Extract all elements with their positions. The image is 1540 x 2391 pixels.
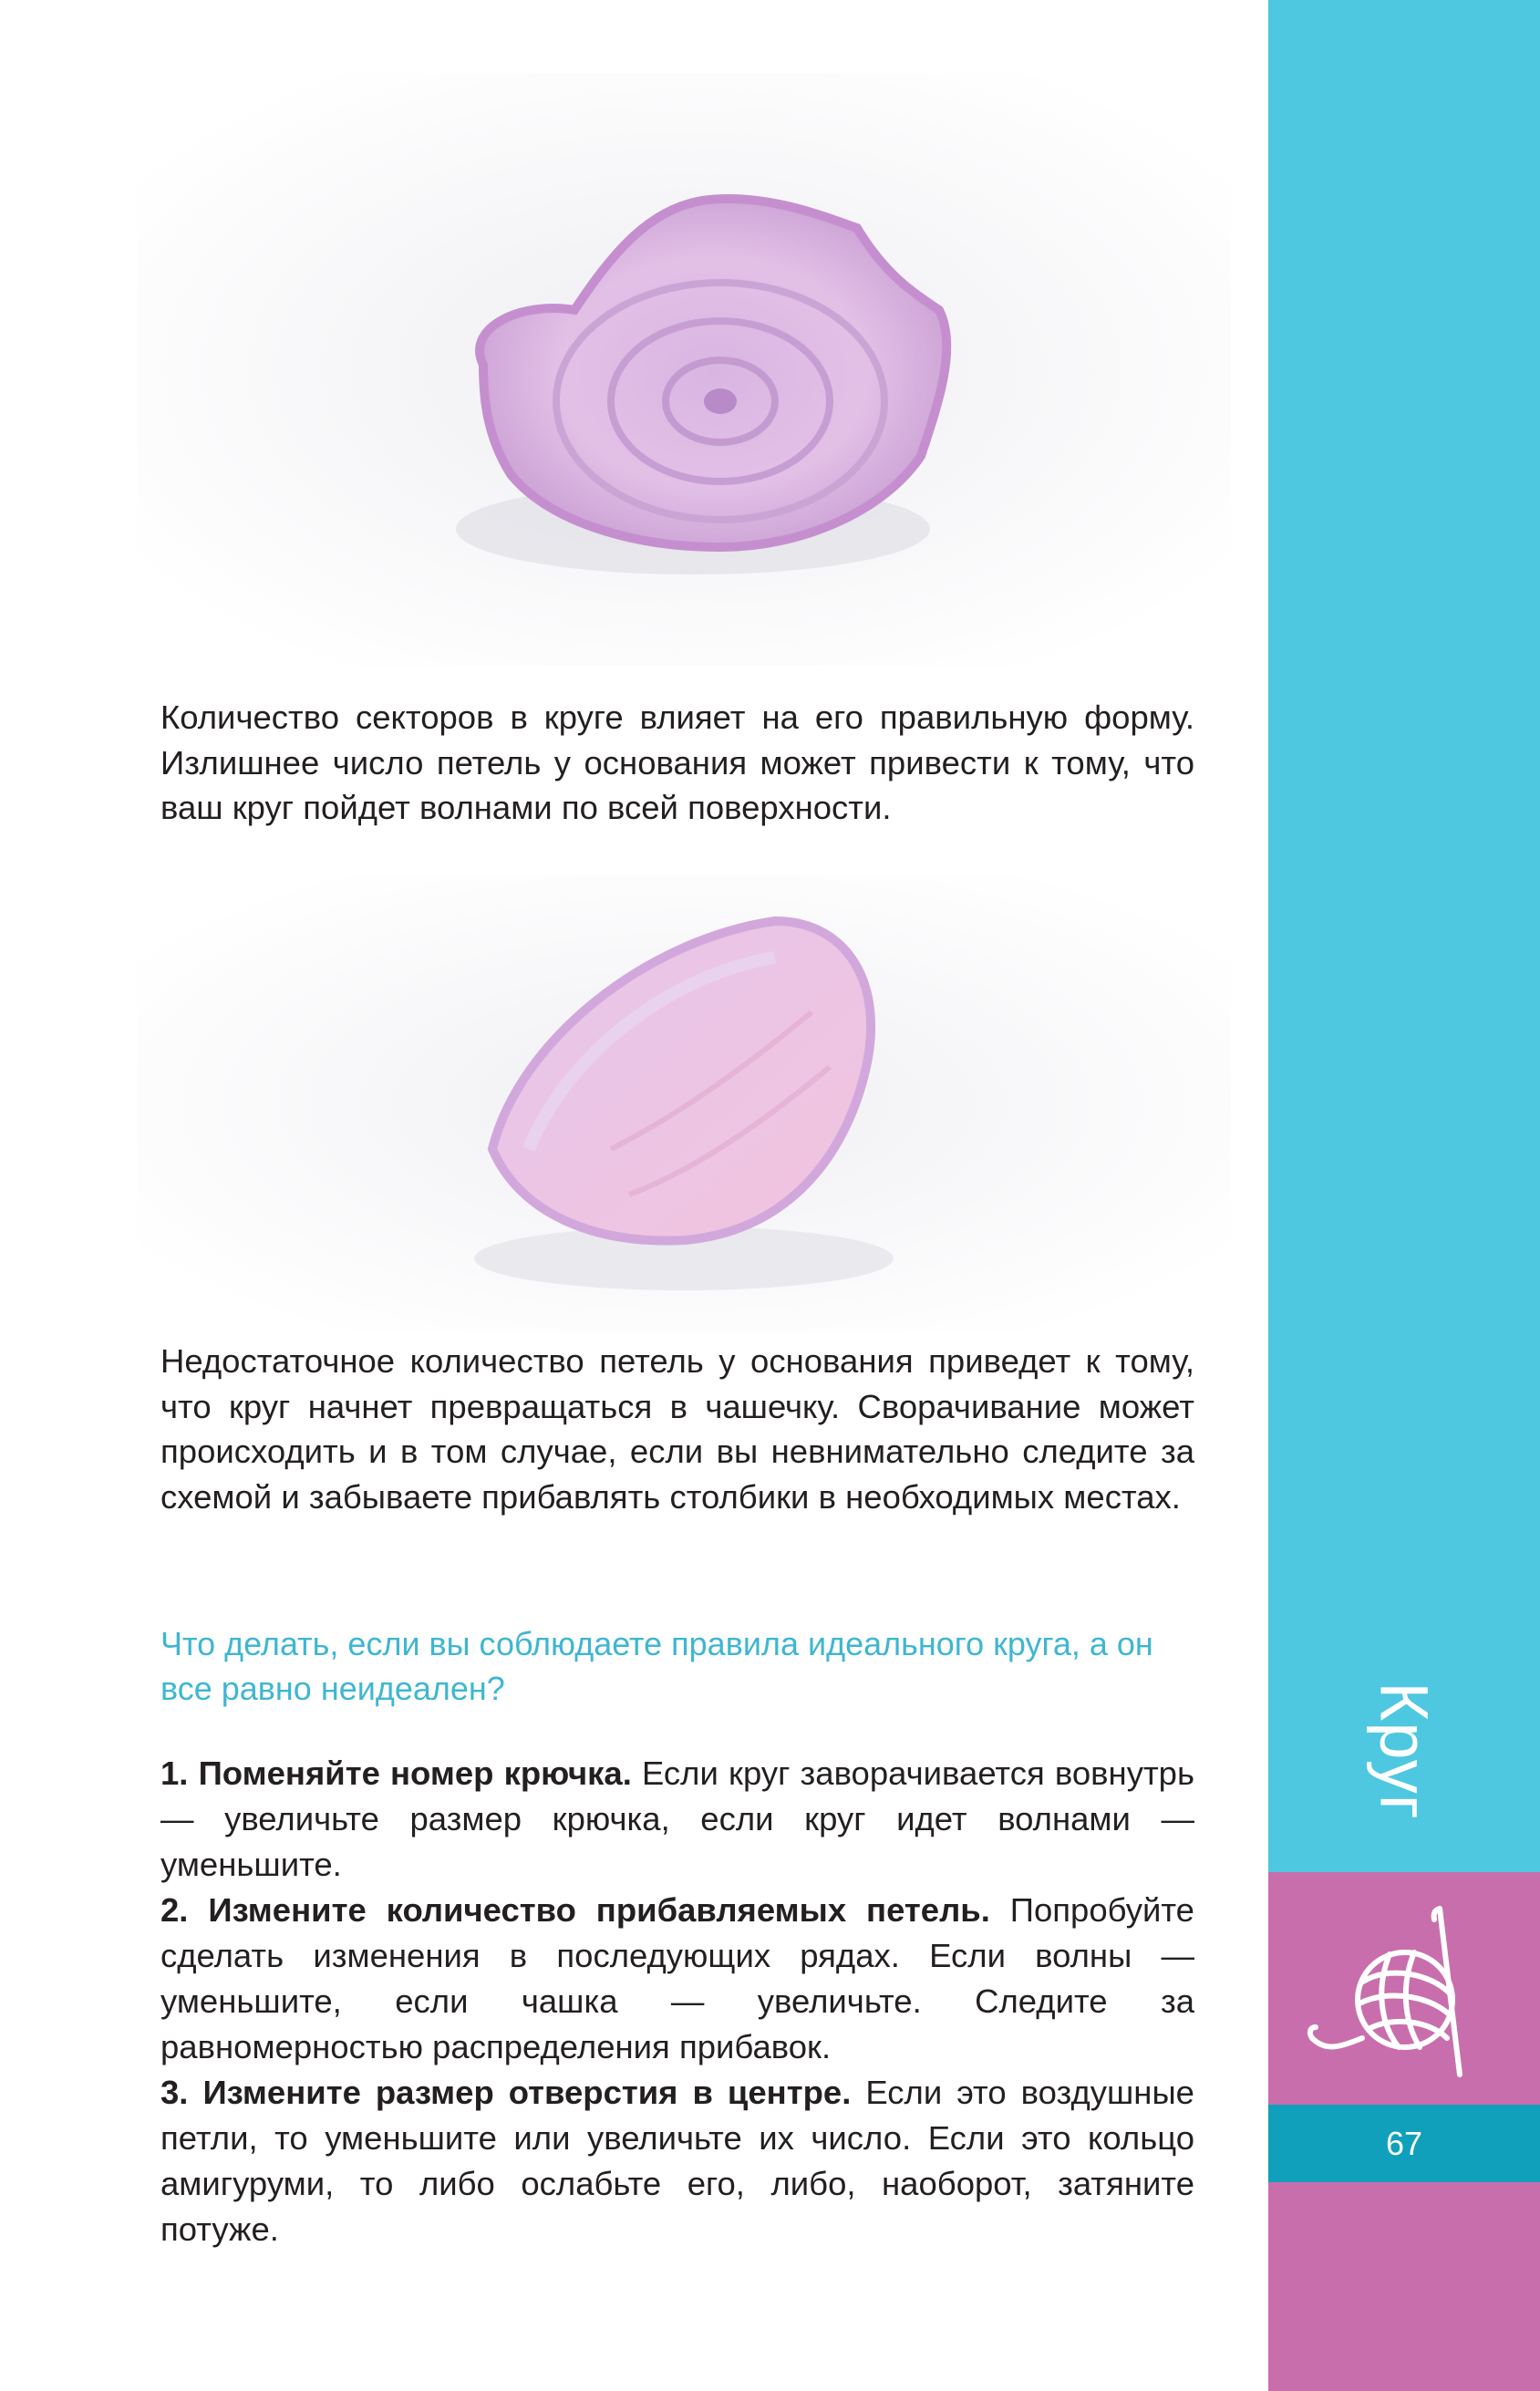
tip-item-1	[160, 1751, 1194, 1888]
photo-wavy-crochet-circle	[137, 73, 1231, 666]
tip-item-3	[160, 2070, 1194, 2252]
photo-cupped-crochet-circle	[137, 875, 1231, 1331]
tip-item-2	[160, 1888, 1194, 2070]
cupped-circle-illustration	[137, 875, 1231, 1331]
section-title: Круг	[1366, 1682, 1442, 1820]
page-number: 67	[1385, 2125, 1423, 2162]
paragraph-sectors: Количество секторов в круге влияет на его правильную форму. Излишнее число петель у основания может привести к тому, что ваш круг пойдет волнами по всей поверхности.	[160, 699, 1194, 826]
question-heading: Что делать, если вы соблюдаете правила идеального круга, а он все равно неидеален?	[160, 1625, 1153, 1707]
yarn-ball-with-hook-icon	[1303, 1901, 1494, 2084]
tip-title: 2. Измените количество прибавляемых петель.	[160, 1891, 990, 1929]
wavy-circle-illustration	[137, 73, 1231, 666]
tips-list	[160, 1751, 1194, 2252]
sidebar-band-cyan	[1268, 0, 1540, 1872]
tip-text: Попробуйте сделать изменения в последующих рядах. Если волны — уменьшите, если чашка — увеличьте. Следите за равномерностью распределения прибавок.	[160, 1891, 1194, 2065]
paragraph-cup: Недостаточное количество петель у основания приведет к тому, что круг начнет превращаться в чашечку. Сворачивание может происходить и в том случае, если вы невнимательно следите за схемой и забываете прибавлять столбики в необходимых местах.	[160, 1342, 1194, 1516]
sidebar-band-bottom	[1268, 2182, 1540, 2391]
section-sidebar	[1268, 0, 1540, 2391]
tip-text: Если круг заворачивается вовнутрь — увеличьте размер крючка, если круг идет волнами — уменьшите.	[160, 1754, 1194, 1883]
tip-title: 1. Поменяйте номер крючка.	[160, 1754, 632, 1792]
tip-title: 3. Измените размер отверстия в центре.	[160, 2074, 852, 2111]
tip-text: Если это воздушные петли, то уменьшите или увеличьте их число. Если это кольцо амигуруми, то либо ослабьте его, либо, наоборот, затяните потуже.	[160, 2074, 1194, 2248]
